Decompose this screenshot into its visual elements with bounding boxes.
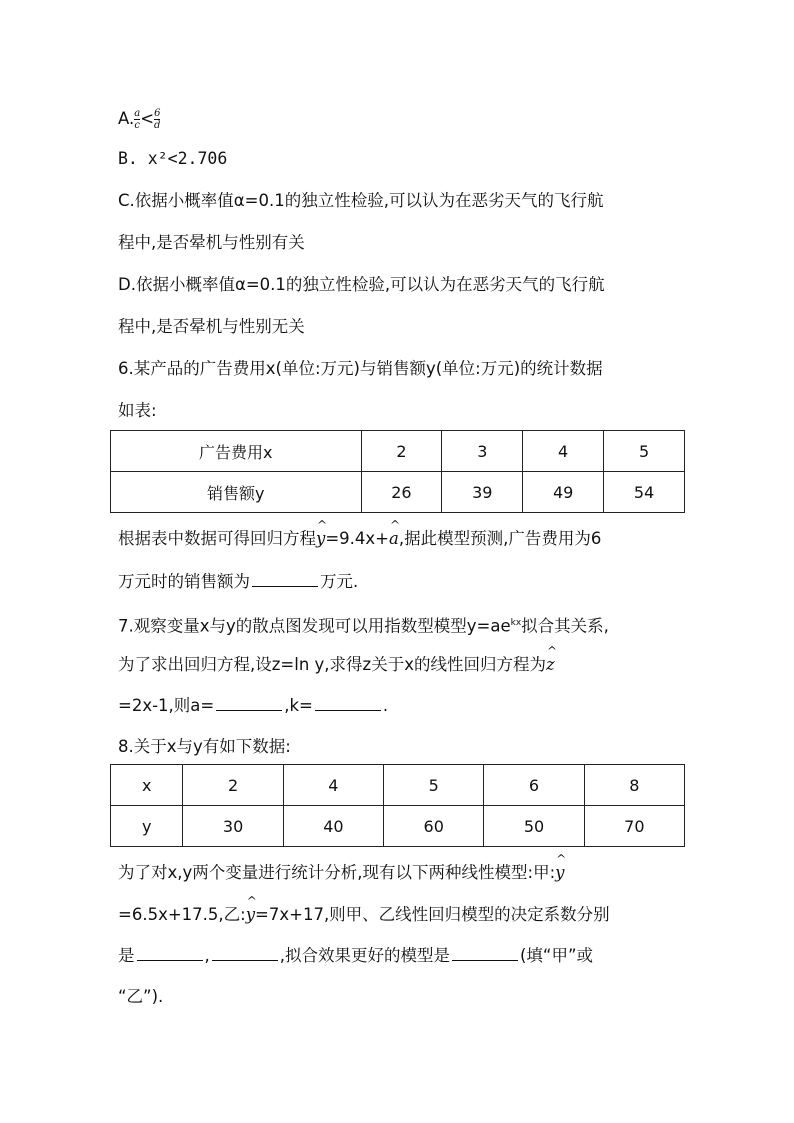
table-cell: 4 — [283, 765, 383, 806]
fraction-a-c: $\frac{a}{c}$ — [134, 108, 141, 131]
y-hat: ^ y — [316, 528, 325, 550]
table-cell: 60 — [384, 806, 484, 847]
option-c-line2: 程中,是否晕机与性别有关 — [118, 233, 305, 252]
table-cell: y — [111, 806, 183, 847]
table-cell: 39 — [442, 472, 523, 513]
table-row — [111, 431, 685, 472]
table-row — [111, 806, 685, 847]
xy-data-table — [110, 764, 685, 847]
question-8-line1: 8.关于x与y有如下数据: — [118, 737, 291, 756]
table-cell: 2 — [361, 431, 442, 472]
y-hat: ^ y — [555, 862, 564, 884]
option-a — [118, 108, 160, 131]
table-cell: 销售额y — [111, 472, 362, 513]
table-cell: 26 — [361, 472, 442, 513]
table-cell: 70 — [584, 806, 684, 847]
table-cell: 5 — [384, 765, 484, 806]
question-7-line2: 为了求出回归方程,设z=ln y,求得z关于x的线性回归方程为^ z — [118, 654, 555, 676]
table-cell: 6 — [484, 765, 584, 806]
question-8-line4: 是 , ,拟合效果更好的模型是 (填“甲”或 — [118, 946, 594, 965]
answer-blank[interactable] — [252, 570, 318, 587]
table-cell: 50 — [484, 806, 584, 847]
question-6-line1: 6.某产品的广告费用x(单位:万元)与销售额y(单位:万元)的统计数据 — [118, 359, 603, 378]
a-hat: ^ a — [389, 528, 399, 550]
table-cell: 2 — [183, 765, 283, 806]
option-b: B. x²<2.706 — [118, 149, 228, 168]
answer-blank[interactable] — [452, 944, 518, 961]
question-6-line4: 万元时的销售额为 万元. — [118, 572, 359, 591]
table-cell: 8 — [584, 765, 684, 806]
table-row — [111, 472, 685, 513]
table-cell: 54 — [604, 472, 685, 513]
question-8-line3: =6.5x+17.5,乙:^ y=7x+17,则甲、乙线性回归模型的决定系数分别 — [118, 904, 610, 926]
table-row — [111, 765, 685, 806]
fraction-6-d: $\frac{6}{d}$ — [154, 108, 161, 131]
option-d-line2: 程中,是否晕机与性别无关 — [118, 317, 305, 336]
table-cell: 3 — [442, 431, 523, 472]
question-7-line1: 7.观察变量x与y的散点图发现可以用指数型模型$y=ae^{kx}$拟合其关系, — [118, 616, 609, 636]
option-a-prefix: A. — [118, 109, 135, 128]
option-d-line1: D.依据小概率值α=0.1的独立性检验,可以认为在恶劣天气的飞行航 — [118, 275, 605, 294]
answer-blank[interactable] — [216, 694, 282, 711]
table-cell: 30 — [183, 806, 283, 847]
less-than: < — [140, 109, 155, 128]
z-hat: ^ z — [546, 654, 555, 676]
ad-sales-table — [110, 430, 685, 513]
table-cell: 49 — [523, 472, 604, 513]
table-cell: 4 — [523, 431, 604, 472]
table-cell: 广告费用x — [111, 431, 362, 472]
table-cell: 5 — [604, 431, 685, 472]
question-8-line2: 为了对x,y两个变量进行统计分析,现有以下两种线性模型:甲:^ y — [118, 862, 564, 884]
answer-blank[interactable] — [315, 694, 381, 711]
question-8-line5: “乙”). — [118, 987, 164, 1006]
question-6-line3: 根据表中数据可得回归方程^ y=9.4x+^ a,据此模型预测,广告费用为6 — [118, 528, 601, 550]
answer-blank[interactable] — [212, 944, 278, 961]
y-hat: ^ y — [246, 904, 255, 926]
question-7-line3: =2x-1,则a= ,k= . — [118, 696, 389, 715]
exponent-kx: kx — [510, 618, 522, 628]
table-cell: 40 — [283, 806, 383, 847]
option-c-line1: C.依据小概率值α=0.1的独立性检验,可以认为在恶劣天气的飞行航 — [118, 191, 604, 210]
question-6-line2: 如表: — [118, 401, 157, 420]
answer-blank[interactable] — [137, 944, 203, 961]
table-cell: x — [111, 765, 183, 806]
